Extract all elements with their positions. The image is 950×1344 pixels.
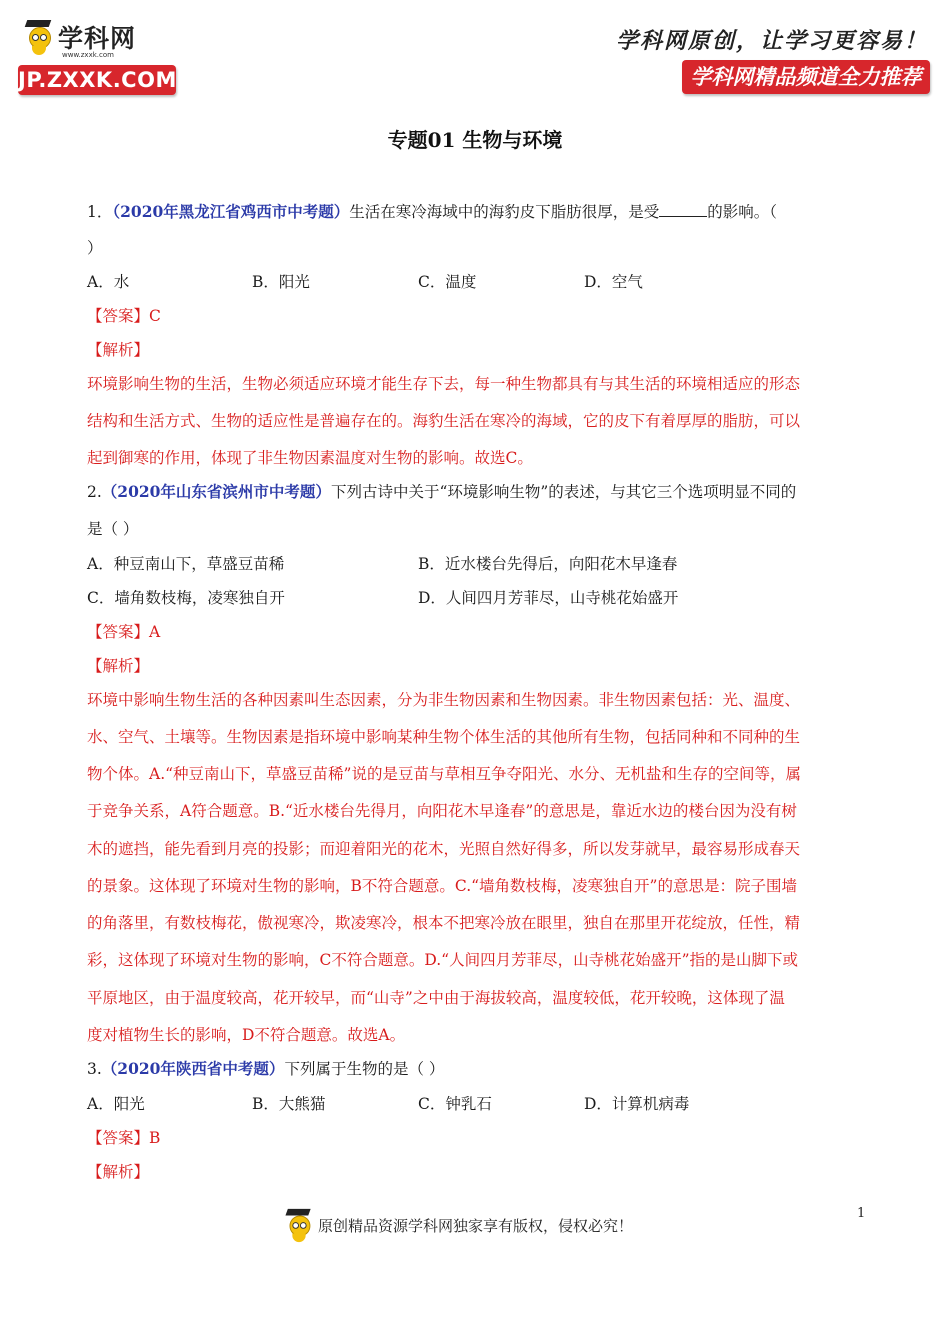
- q1-stem-b: 的影响。（: [707, 203, 778, 221]
- q1-answer: 【答案】C: [87, 307, 161, 325]
- q2-option-a: A．种豆南山下，草盛豆苗稀: [87, 555, 285, 573]
- q3-option-c: C．钟乳石: [418, 1095, 492, 1113]
- q2-analysis-line: 的景象。这体现了环境对生物的影响，B不符合题意。C.“墙角数枝梅，凌寒独自开”的意思是：院子围墙: [87, 877, 797, 895]
- q1-option-d: D．空气: [584, 273, 643, 291]
- q2-analysis-line: 水、空气、土壤等。生物因素是指环境中影响某种生物个体生活的其他所有生物，包括同种和不同种的生: [87, 728, 801, 746]
- q1-option-b: B．阳光: [252, 273, 310, 291]
- q1-stem-cont: ）: [87, 239, 103, 257]
- q2-analysis-line: 彩，这体现了环境对生物的影响，C不符合题意。D.“人间四月芳菲尽，山寺桃花始盛开”指的是山脚下或: [87, 951, 799, 969]
- q1-option-c: C．温度: [418, 273, 477, 291]
- q2-analysis-label: 【解析】: [87, 657, 150, 675]
- page-title: 专题01 生物与环境: [387, 128, 563, 152]
- site-logo[interactable]: [18, 18, 180, 98]
- logo-name: 学科网: [58, 24, 137, 53]
- q2-option-d: D．人间四月芳菲尽，山寺桃花始盛开: [418, 589, 679, 607]
- logo-badge: JP.ZXXK.COM: [18, 65, 176, 95]
- q3-analysis-label: 【解析】: [87, 1163, 150, 1181]
- q1-option-a: A．水: [87, 273, 130, 291]
- q2-analysis-line: 度对植物生长的影响，D不符合题意。故选A。: [87, 1026, 406, 1044]
- q2-analysis-line: 于竞争关系，A符合题意。B.“近水楼台先得月，向阳花木早逢春”的意思是，靠近水边的楼台因为没有树: [87, 802, 797, 820]
- q2-analysis-line: 环境中影响生物生活的各种因素叫生态因素，分为非生物因素和生物因素。非生物因素包括：光、温度、: [87, 691, 801, 709]
- q3-answer: 【答案】B: [87, 1129, 161, 1147]
- q2-analysis-line: 木的遮挡，能先看到月亮的投影；而迎着阳光的花木，光照自然好得多，所以发芽就早，最容易形成春天: [87, 840, 801, 858]
- footer: [282, 1206, 633, 1244]
- q2-stem-a: 下列古诗中关于“环境影响生物”的表述，与其它三个选项明显不同的: [330, 483, 797, 501]
- q3-stem-a: 下列属于生物的是（ ）: [284, 1060, 445, 1078]
- mascot-icon: [22, 18, 56, 56]
- q2-stem-cont: 是（ ）: [87, 520, 139, 538]
- q3-source: （2020年陕西省中考题）: [101, 1059, 285, 1078]
- q3-option-a: A．阳光: [87, 1095, 145, 1113]
- copyright-text: 原创精品资源学科网独家享有版权，侵权必究！: [318, 1216, 634, 1235]
- q1-stem-a: 生活在寒冷海域中的海豹皮下脂肪很厚，是受: [349, 203, 660, 221]
- q1-analysis-line: 结构和生活方式、生物的适应性是普遍存在的。海豹生活在寒冷的海域，它的皮下有着厚厚的脂肪，可以: [87, 412, 801, 430]
- recommend-banner[interactable]: 学科网精品频道全力推荐: [682, 60, 930, 94]
- q1-number: 1．: [87, 203, 113, 221]
- q2-stem: [87, 482, 796, 502]
- footer-mascot-icon: [283, 1207, 315, 1243]
- page-number: 1: [857, 1206, 866, 1221]
- q1-source: （2020年黑龙江省鸡西市中考题）: [112, 202, 350, 221]
- q1-stem: [87, 202, 777, 222]
- q2-option-b: B．近水楼台先得后，向阳花木早逢春: [418, 555, 678, 573]
- q2-number: 2.: [87, 483, 102, 501]
- q1-analysis-label: 【解析】: [87, 341, 150, 359]
- q2-analysis-line: 平原地区，由于温度较高，花开较早，而“山寺”之中由于海拔较高，温度较低，花开较晚，这体现了温: [87, 989, 785, 1007]
- q2-source: （2020年山东省滨州市中考题）: [101, 482, 331, 501]
- q3-number: 3.: [87, 1060, 102, 1078]
- q3-option-d: D．计算机病毒: [584, 1095, 690, 1113]
- q1-analysis-line: 起到御寒的作用，体现了非生物因素温度对生物的影响。故选C。: [87, 449, 533, 467]
- q1-analysis-line: 环境影响生物的生活，生物必须适应环境才能生存下去，每一种生物都具有与其生活的环境相适应的形态: [87, 375, 801, 393]
- q2-answer: 【答案】A: [87, 623, 161, 641]
- q2-option-c: C．墙角数枝梅，凌寒独自开: [87, 589, 285, 607]
- logo-url: www.zxxk.com: [62, 51, 114, 59]
- slogan: 学科网原创，让学习更容易！: [615, 28, 928, 54]
- q3-stem: [87, 1059, 444, 1079]
- q3-option-b: B．大熊猫: [252, 1095, 326, 1113]
- q1-blank: [659, 202, 707, 217]
- q2-analysis-line: 的角落里，有数枝梅花，傲视寒冷，欺凌寒冷，根本不把寒冷放在眼里，独自在那里开花绽放，任性，精: [87, 914, 801, 932]
- q2-analysis-line: 物个体。A.“种豆南山下，草盛豆苗稀”说的是豆苗与草相互争夺阳光、水分、无机盐和生存的空间等，属: [87, 765, 801, 783]
